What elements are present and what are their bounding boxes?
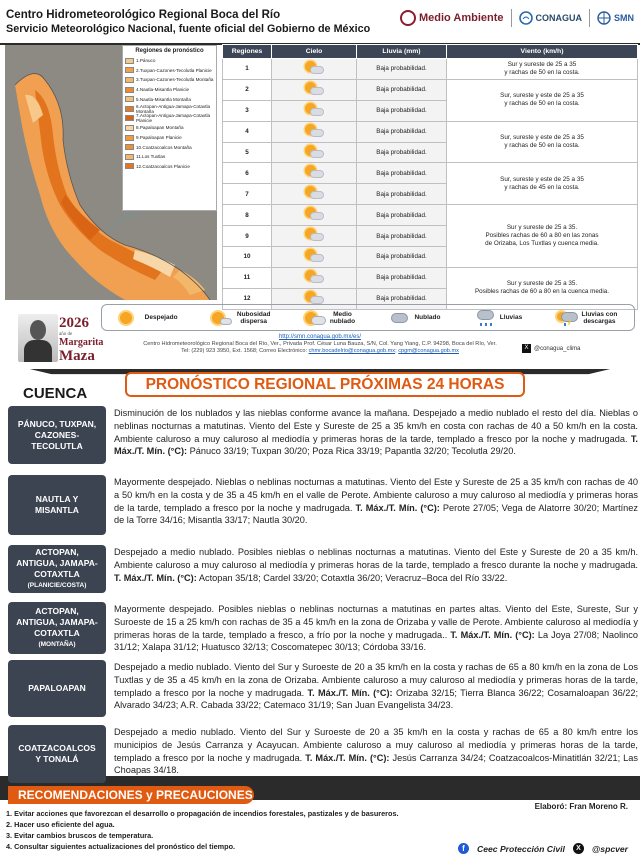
sky-cell [272, 226, 357, 247]
cuenca-heading: CUENCA [23, 385, 88, 402]
facebook-handle[interactable]: Ceec Protección Civil [477, 843, 565, 854]
legend-label: 5.Nautla-Misantla Montaña [136, 96, 191, 102]
map-legend-item [125, 114, 214, 124]
rain-cell: Baja probabilidad. [357, 288, 447, 309]
basin-forecast-text: Disminución de los nublados y las nieblas conforme avance la mañana. Despejado a medio nublado el resto del día. Nieblas o neblinas nocturnas a matutinas. Viento del Este y Sureste de 25 a 35 km/h en costa con rachas de 40 a 50 km/h en la costa. Ambiente caluroso a muy caluroso al mediodía y primeras horas de la tarde, templado a fresco por la noche y madrugada. T. Máx./T. Mín. (°C): Pánuco 33/19; Tuxpan 30/20; Poza Rica 33/19; Papantla 32/20; Tecolutla 29/20. [114, 408, 638, 457]
sky-cell [272, 59, 357, 80]
basin-name: NAUTLA Y MISANTLA [35, 494, 79, 515]
map-legend-item [125, 56, 214, 66]
legend-swatch [125, 154, 134, 160]
basin-label [8, 660, 106, 717]
wind-cell: Sur, sureste y este de 25 a 35 y rachas de 50 en la costa. [447, 79, 638, 121]
author-credit: Elaboró: Fran Moreno R. [534, 802, 628, 811]
column-header-lluvia: Lluvia (mm) [357, 45, 447, 59]
partly-cloudy-icon [303, 61, 325, 75]
recommendation-item: 4. Consultar siguientes actualizaciones del pronóstico del tiempo. [6, 842, 236, 851]
legend-swatch [125, 125, 134, 131]
forecast-row [8, 602, 638, 654]
facebook-icon: f [458, 843, 469, 854]
map-legend-item [125, 104, 214, 114]
x-handle[interactable]: @spcver [591, 843, 628, 854]
partly-cloudy-icon [303, 249, 325, 263]
contact-address: Centro Hidrometeorológico Regional Boca del Río, Ver., Privada Prof. César Luna Bauza, S/N, Col. Yang Yiang, C.P. 94298, Boca del Río, Ver. [143, 341, 497, 348]
legend-swatch [125, 106, 134, 112]
temps-values: Pánuco 33/19; Tuxpan 30/20; Poza Rica 33/19; Papantla 32/20; Tecolutla 29/20. [189, 446, 516, 457]
column-header-regiones: Regiones [223, 45, 272, 59]
wind-cell: Sur y sureste de 25 a 35. Posibles rachas de 60 a 80 en las zonas de Orizaba, Los Tuxtlas y cuenca media. [447, 205, 638, 268]
wind-cell: Sur y sureste de 25 a 35 y rachas de 50 en la costa. [447, 59, 638, 80]
temps-label: T. Máx./T. Mín. (°C): [450, 629, 535, 640]
forecast-row [8, 660, 638, 717]
basin-subname: (MONTAÑA) [38, 641, 76, 648]
logo-divider [589, 9, 590, 27]
x-logo-icon: X [573, 843, 584, 854]
regions-table-header [223, 45, 638, 59]
sun-icon [119, 310, 141, 326]
map-legend-item [125, 152, 214, 162]
sky-cell [272, 267, 357, 288]
contact-phone-email: Tel: (229) 923 3950, Ext. 1568; Correo Electrónico: chmr.bocadelrio@conagua.gob.mx; cpgm@conagua.gob.mx [181, 348, 459, 355]
basin-name: ACTOPAN, ANTIGUA, JAMAPA- COTAXTLA [16, 606, 98, 638]
sky-legend-item [388, 310, 440, 326]
basin-label [8, 602, 106, 654]
partly-cloudy-icon [303, 207, 325, 221]
temps-values: Orizaba 32/15; Tierra Blanca 36/22; Cosamaloapan 36/22; Alvarado 34/23; A.R. Cabada 33/22; Catemaco 31/19; San Juan Evangelista 34/23. [114, 687, 639, 711]
basin-forecast-text: Despejado a medio nublado. Viento del Sur y Suroeste de 20 a 35 km/h en la costa y rachas de 65 a 80 km/h entre los municipios de Jesús Carranza y Acayucan. Ambiente caluroso a muy caluroso al mediodía y primeras horas de la tarde, templado a fresco por la noche y madrugada. T. Máx./T. Mín. (°C): Jesús Carranza 34/24; Coatzacoalcos-Minatitlán 32/21; Las Choapas 34/18. [114, 727, 638, 776]
partly-cloudy-icon [303, 145, 325, 159]
legend-swatch [125, 144, 134, 150]
header-subtitle: Servicio Meteorológico Nacional, fuente oficial del Gobierno de México [6, 23, 371, 35]
region-number: 4 [223, 121, 272, 142]
legend-swatch [125, 163, 134, 169]
basin-name: PAPALOAPAN [28, 683, 86, 693]
map-legend-title: Regiones de pronóstico [135, 48, 204, 54]
table-row [223, 205, 638, 226]
footer-social [458, 843, 628, 854]
region-number: 5 [223, 142, 272, 163]
sky-legend-item [211, 310, 271, 326]
table-row [223, 59, 638, 80]
region-number: 10 [223, 247, 272, 268]
rain-cell: Baja probabilidad. [357, 184, 447, 205]
x-logo-icon: X [522, 344, 531, 353]
rain-cell: Baja probabilidad. [357, 79, 447, 100]
sky-legend-item [556, 310, 618, 326]
partly-cloudy-icon [303, 82, 325, 96]
basin-label [8, 406, 106, 464]
legend-label: 1.Pánuco [136, 58, 156, 64]
region-number: 9 [223, 226, 272, 247]
partly-cloudy-icon [303, 291, 325, 305]
legend-swatch [125, 67, 134, 73]
cloud-icon [388, 310, 410, 326]
basin-name: ACTOPAN, ANTIGUA, JAMAPA- COTAXTLA [16, 547, 98, 579]
legend-label: 7.Actopan-Antigua-Jamapa-Cotaxtla Planicie [136, 113, 211, 124]
sky-legend-item [119, 310, 178, 326]
recommendation-item: 3. Evitar cambios bruscos de temperatura. [6, 831, 154, 840]
sun-cloud-icon [211, 310, 233, 326]
contact-info [100, 334, 540, 356]
partly-cloudy-icon [303, 165, 325, 179]
legend-swatch [125, 96, 134, 102]
basin-label [8, 475, 106, 535]
partly-cloudy-icon [304, 310, 326, 326]
medio-ambiente-logo: Medio Ambiente [400, 10, 504, 26]
map-legend-item [125, 162, 214, 172]
sky-legend-label: Nublado [414, 314, 441, 321]
region-number: 2 [223, 79, 272, 100]
legend-label: 10.Coatzacoalcos Montaña [136, 144, 192, 150]
map-legend-item [125, 123, 214, 133]
sky-cell [272, 100, 357, 121]
temps-values: Jesús Carranza 34/24; Coatzacoalcos-Minatitlán 32/21; Las Choapas 34/18. [114, 752, 638, 776]
table-row [223, 121, 638, 142]
year-name-1: Margarita [59, 337, 104, 348]
sky-legend-label: Medio nublado [329, 310, 356, 325]
year-name-2: Maza [59, 348, 95, 364]
sky-legend-item [304, 310, 355, 326]
temps-values: La Joya 27/08; Naolinco 31/12; Xalapa 31/12; Huatusco 32/13; Coscomatepec 30/13; Córdoba 33/16. [114, 629, 638, 653]
legend-label: 12.Coatzacoalcos Planicie [136, 163, 190, 169]
header [6, 9, 370, 35]
temps-values: Perote 27/05; Vega de Alatorre 30/20; Martínez de la Torre 34/16; Misantla 33/17; Nautla 30/20. [114, 502, 638, 526]
basin-subname: (PLANICIE/COSTA) [27, 582, 87, 589]
legend-label: 8.Papaloapan Montaña [136, 125, 184, 131]
basin-forecast-text: Despejado a medio nublado. Posibles nieblas o neblinas nocturnas a matutinas. Viento del Este y Sureste de 20 a 35 km/h. Ambiente caluroso a muy caluroso al mediodía y primeras horas de la tarde, templado a fresco durante la noche y madrugada. T. Máx./T. Mín. (°C): Actopan 35/18; Cardel 33/20; Cotaxtla 36/20; Veracruz–Boca del Río 33/22. [114, 547, 638, 583]
region-number: 6 [223, 163, 272, 184]
recommendation-item: 2. Hacer uso eficiente del agua. [6, 820, 115, 829]
sky-cell [272, 205, 357, 226]
regions-table [222, 44, 638, 310]
rain-cell: Baja probabilidad. [357, 59, 447, 80]
temps-label: T. Máx./T. Mín. (°C): [114, 572, 197, 583]
recommendation-item: 1. Evitar acciones que favorezcan el desarrollo o propagación de incendios forestales, pastizales y de basureros. [6, 809, 399, 818]
smn-logo: SMN [597, 11, 634, 25]
sky-icon-legend [101, 304, 635, 331]
map-legend-item [125, 94, 214, 104]
sky-cell [272, 163, 357, 184]
email-link-1[interactable]: chmr.bocadelrio@conagua.gob.mx [308, 348, 396, 355]
legend-label: 9.Papaloapan Planicie [136, 135, 182, 141]
legend-label: 3.Tuxpan-Cazones-Tecolutla Montaña [136, 77, 214, 83]
basin-label [8, 545, 106, 593]
forecast-row [8, 475, 638, 535]
rain-cell: Baja probabilidad. [357, 205, 447, 226]
rain-cell: Baja probabilidad. [357, 121, 447, 142]
temps-label: T. Máx./T. Mín. (°C): [307, 687, 393, 698]
legend-swatch [125, 135, 134, 141]
temps-label: T. Máx./T. Mín. (°C): [305, 752, 390, 763]
sky-legend-label: Nubosidad dispersa [236, 310, 271, 325]
region-number: 3 [223, 100, 272, 121]
rain-cell: Baja probabilidad. [357, 100, 447, 121]
region-number: 11 [223, 267, 272, 288]
sky-legend-label: Lluvias con descargas [581, 310, 618, 325]
sky-legend-label: Despejado [144, 314, 178, 321]
table-row [223, 79, 638, 100]
column-header-viento: Viento (km/h) [447, 45, 638, 59]
email-link-2[interactable]: cpgm@conagua.gob.mx [398, 348, 459, 355]
forecast-row [8, 545, 638, 593]
recommendations-list [6, 808, 399, 852]
basin-forecast-text: Despejado a medio nublado. Viento del Sur y Suroeste de 20 a 35 km/h en la costa y rachas de 65 a 80 km/h en la zona de Los Tuxtlas y de 35 a 45 km/h en la zona de Orizaba. Ambiente caluroso a muy caluroso al mediodía y primeras horas de la tarde, templado a fresco por la noche y madrugada. T. Máx./T. Mín. (°C): Orizaba 32/15; Tierra Blanca 36/22; Cosamaloapan 36/22; Alvarado 34/23; A.R. Cabada 33/22; Catemaco 31/19; San Juan Evangelista 34/23. [114, 662, 639, 711]
year-sub: año de [59, 332, 73, 337]
year-number: 2026 [59, 315, 89, 331]
smn-url-link[interactable]: http://smn.conagua.gob.mx/es/ [278, 334, 362, 340]
region-number: 7 [223, 184, 272, 205]
sky-cell [272, 247, 357, 268]
legend-swatch [125, 77, 134, 83]
conagua-logo: CONAGUA [519, 11, 583, 25]
government-seal-icon [400, 10, 416, 26]
conagua-drop-icon [519, 11, 533, 25]
partly-cloudy-icon [303, 124, 325, 138]
table-row [223, 163, 638, 184]
region-number: 8 [223, 205, 272, 226]
region-number: 1 [223, 59, 272, 80]
legend-swatch [125, 87, 134, 93]
forecast-regions-map [5, 45, 217, 300]
legend-label: 2.Tuxpan-Cazones-Tecolutla Planicie [136, 67, 212, 73]
temps-values: Actopan 35/18; Cardel 33/20; Cotaxtla 36/20; Veracruz–Boca del Río 33/22. [198, 572, 508, 583]
sky-cell [272, 184, 357, 205]
table-row [223, 267, 638, 288]
legend-label: 4.Nautla-Misantla Planicie [136, 87, 190, 93]
rain-cell: Baja probabilidad. [357, 247, 447, 268]
partly-cloudy-icon [303, 270, 325, 284]
legend-label: 6.Actopan-Antigua-Jamapa-Cotaxtla Montaña [136, 103, 211, 114]
sky-cell [272, 79, 357, 100]
map-legend-item [125, 66, 214, 76]
twitter-handle[interactable]: X @conagua_clima [522, 344, 580, 353]
wind-cell: Sur, sureste y este de 25 a 35 y rachas de 50 en la costa. [447, 121, 638, 163]
rain-cell: Baja probabilidad. [357, 226, 447, 247]
partly-cloudy-icon [303, 228, 325, 242]
year-badge [59, 315, 103, 364]
temps-label: T. Máx./T. Mín. (°C): [355, 502, 440, 513]
recommendations-title: RECOMENDACIONES y PRECAUCIONES [8, 786, 254, 804]
logo-divider [511, 9, 512, 27]
basin-forecast-text: Mayormente despejado. Nieblas o neblinas nocturnas a matutinas. Viento del Este y Sureste de 25 a 35 km/h con rachas de 40 a 50 km/h en la costa y de 35 a 45 km/h en el valle de Perote. Ambiente caluroso a muy caluroso al mediodía y primeras horas de la tarde, templado a fresco por la noche y madrugada. T. Máx./T. Mín. (°C): Perote 27/05; Vega de Alatorre 30/20; Martínez de la Torre 34/16; Misantla 33/17; Nautla 30/20. [114, 477, 638, 526]
rain-icon [474, 310, 496, 326]
partly-cloudy-icon [303, 186, 325, 200]
basin-name: PÁNUCO, TUXPAN, CAZONES- TECOLUTLA [17, 418, 97, 451]
wind-cell: Sur y sureste de 25 a 35. Posibles rachas de 60 a 80 en la cuenca media. [447, 267, 638, 309]
map-legend-item [125, 75, 214, 85]
basin-name: COATZACOALCOS Y TONALÁ [18, 743, 96, 764]
map-legend-item [125, 142, 214, 152]
wind-cell: Sur, sureste y este de 25 a 35 y rachas de 45 en la costa. [447, 163, 638, 205]
storm-icon [556, 310, 578, 326]
map-legend [122, 45, 217, 211]
basin-label [8, 725, 106, 783]
sky-cell [272, 121, 357, 142]
legend-swatch [125, 58, 134, 64]
forecast-row [8, 406, 638, 464]
rain-cell: Baja probabilidad. [357, 163, 447, 184]
legend-swatch [125, 115, 134, 121]
margarita-maza-portrait [18, 314, 58, 362]
legend-label: 11.Los Tuxtlas [136, 154, 166, 160]
rain-cell: Baja probabilidad. [357, 267, 447, 288]
header-title: Centro Hidrometeorológico Regional Boca del Río [6, 9, 281, 21]
temps-label: T. Máx./T. Mín. (°C): [114, 433, 638, 457]
sky-legend-label: Lluvias [499, 314, 523, 321]
column-header-cielo: Cielo [272, 45, 357, 59]
partly-cloudy-icon [303, 103, 325, 117]
sky-legend-item [474, 310, 522, 326]
agency-logos [400, 9, 634, 27]
forecast-banner: PRONÓSTICO REGIONAL PRÓXIMAS 24 HORAS [125, 372, 525, 397]
basin-forecast-text: Mayormente despejado. Posibles nieblas o neblinas nocturnas a matutinas en partes altas. Viento del Este, Sureste, Sur y Suroeste de 15 a 25 km/h con rachas de 35 a 45 km/h en la zona de Orizaba y valle de Perote. Ambiente caluroso al mediodía y primeras horas de la tarde, templado a fresco, a frío por la noche y madrugada.. T. Máx./T. Mín. (°C): La Joya 27/08; Naolinco 31/12; Xalapa 31/12; Huatusco 32/13; Coscomatepec 30/13; Córdoba 33/16. [114, 604, 638, 653]
map-legend-item [125, 85, 214, 95]
rain-cell: Baja probabilidad. [357, 142, 447, 163]
region-number: 12 [223, 288, 272, 309]
sky-cell [272, 142, 357, 163]
map-legend-item [125, 133, 214, 143]
smn-globe-icon [597, 11, 611, 25]
forecast-row [8, 725, 638, 783]
